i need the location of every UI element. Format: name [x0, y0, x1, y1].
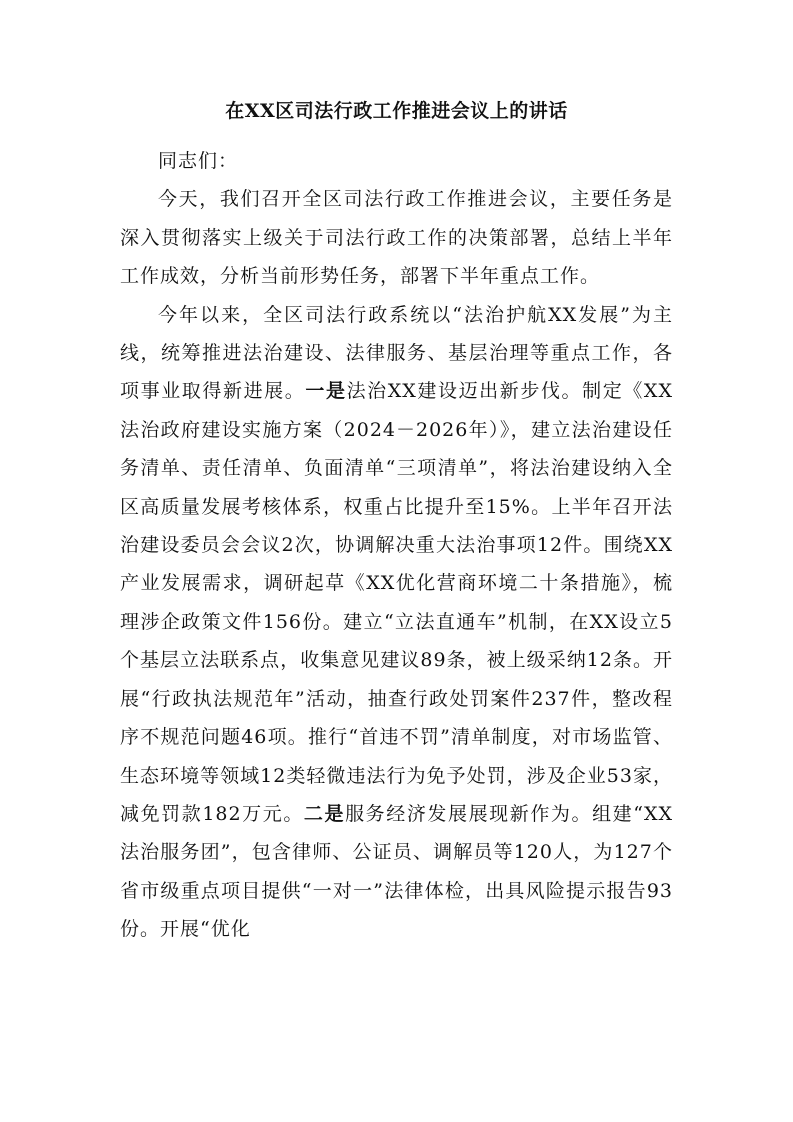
- point-text-2: 服务经济发展展现新作为。组建“XX法治服务团”，包含律师、公证员、调解员等120人，为127个省市级重点项目提供“一对一”法律体检，出具风险提示报告93份。开展“优化: [120, 802, 673, 941]
- paragraph-2-intro: 今年以来，全区司法行政系统以“法治护航XX发展”为主线，统筹推进法治建设、法律服务、基层治理等重点工作，各项事业取得新进展。: [120, 303, 673, 403]
- document-body: [120, 142, 673, 949]
- paragraph-2: [120, 296, 673, 949]
- point-text-1: 法治XX建设迈出新步伐。制定《XX法治政府建设实施方案（2024－2026年）》，建立法治建设任务清单、责任清单、负面清单“三项清单”，将法治建设纳入全区高质量发展考核体系，权重占比提升至15%。上半年召开法治建设委员会会议2次，协调解决重大法治事项12件。围绕XX产业发展需求，调研起草《XX优化营商环境二十条措施》，梳理涉企政策文件156份。建立“立法直通车”机制，在XX设立5个基层立法联系点，收集意见建议89条，被上级采纳12条。开展“行政执法规范年”活动，抽查行政处罚案件237件，整改程序不规范问题46项。推行“首违不罚”清单制度，对市场监管、生态环境等领域12类轻微违法行为免予处罚，涉及企业53家，减免罚款182万元。: [120, 380, 673, 825]
- paragraph-1: 今天，我们召开全区司法行政工作推进会议，主要任务是深入贯彻落实上级关于司法行政工作的决策部署，总结上半年工作成效，分析当前形势任务，部署下半年重点工作。: [120, 188, 673, 288]
- salutation: 同志们：: [158, 150, 239, 172]
- document-title: 在XX区司法行政工作推进会议上的讲话: [225, 100, 568, 122]
- point-marker-1: 一是: [305, 380, 347, 403]
- point-marker-2: 二是: [303, 802, 346, 825]
